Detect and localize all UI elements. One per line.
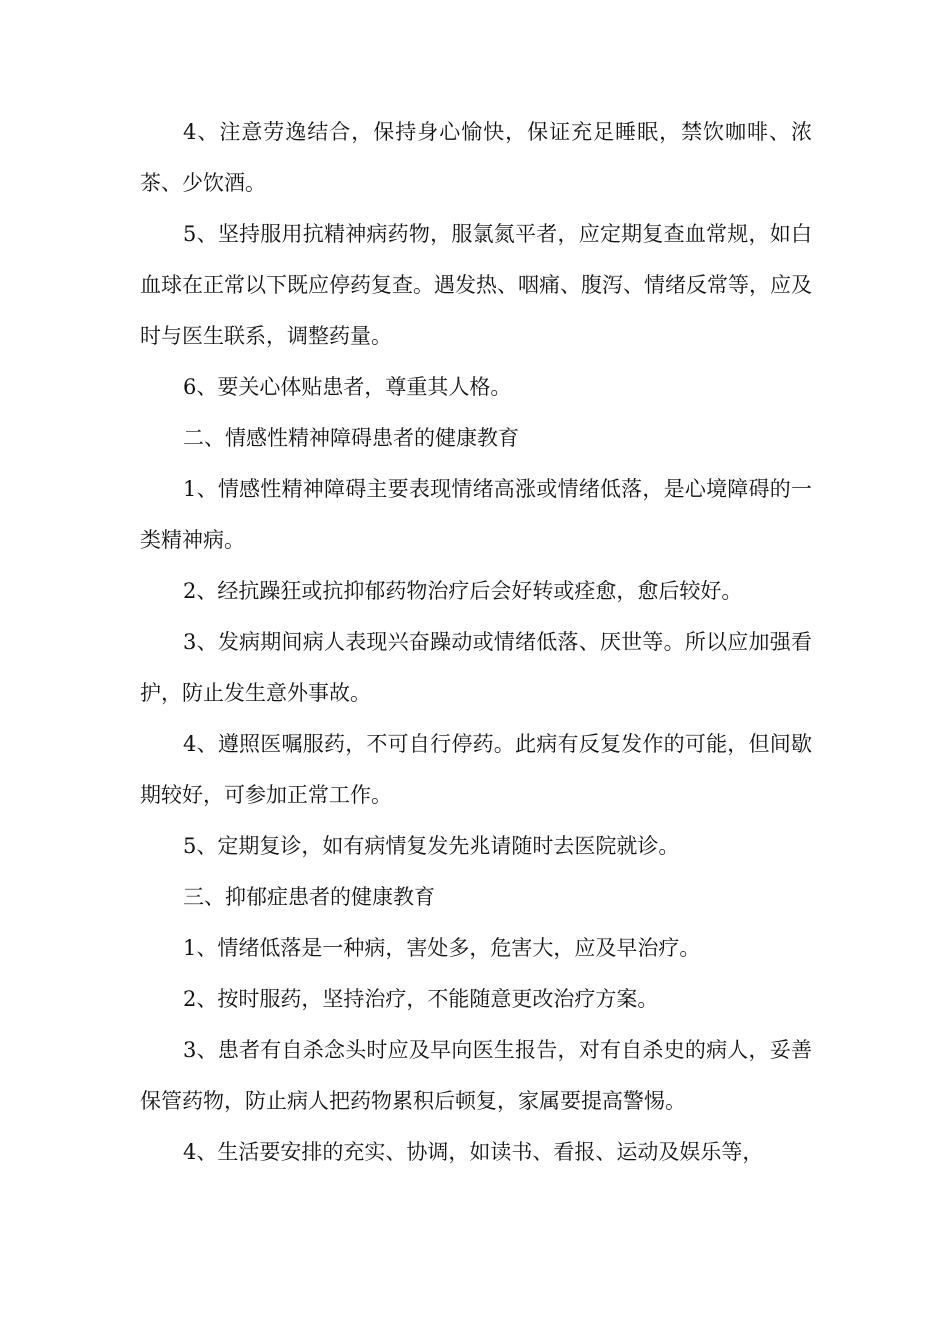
paragraph-affective-4: 4、遵照医嘱服药，不可自行停药。此病有反复发作的可能，但间歇期较好，可参加正常工作。: [140, 732, 812, 807]
section-heading-affective-disorder: 二、情感性精神障碍患者的健康教育: [183, 426, 519, 450]
section-heading-depression: 三、抑郁症患者的健康教育: [183, 885, 435, 909]
paragraph-rest-advice: 4、注意劳逸结合，保持身心愉快，保证充足睡眠，禁饮咖啡、浓茶、少饮酒。: [140, 120, 812, 195]
paragraph-affective-3: 3、发病期间病人表现兴奋躁动或情绪低落、厌世等。所以应加强看护，防止发生意外事故。: [140, 630, 812, 705]
paragraph-affective-5: 5、定期复诊，如有病情复发先兆请随时去医院就诊。: [183, 834, 680, 858]
document-body: [140, 107, 812, 1178]
paragraph-depression-3: 3、患者有自杀念头时应及早向医生报告，对有自杀史的病人，妥善保管药物，防止病人把药物累积后顿复，家属要提高警惕。: [140, 1038, 812, 1113]
paragraph-depression-4: 4、生活要安排的充实、协调，如读书、看报、运动及娱乐等，: [183, 1140, 764, 1164]
paragraph-depression-2: 2、按时服药，坚持治疗，不能随意更改治疗方案。: [183, 987, 659, 1011]
paragraph-care-advice: 6、要关心体贴患者，尊重其人格。: [183, 375, 512, 399]
paragraph-affective-1: 1、情感性精神障碍主要表现情绪高涨或情绪低落，是心境障碍的一类精神病。: [140, 477, 812, 552]
paragraph-depression-1: 1、情绪低落是一种病，害处多，危害大，应及早治疗。: [183, 936, 701, 960]
paragraph-medication-advice: 5、坚持服用抗精神病药物，服氯氮平者，应定期复查血常规，如白血球在正常以下既应停药复查。遇发热、咽痛、腹泻、情绪反常等，应及时与医生联系，调整药量。: [140, 222, 812, 348]
paragraph-affective-2: 2、经抗躁狂或抗抑郁药物治疗后会好转或痊愈，愈后较好。: [183, 579, 743, 603]
